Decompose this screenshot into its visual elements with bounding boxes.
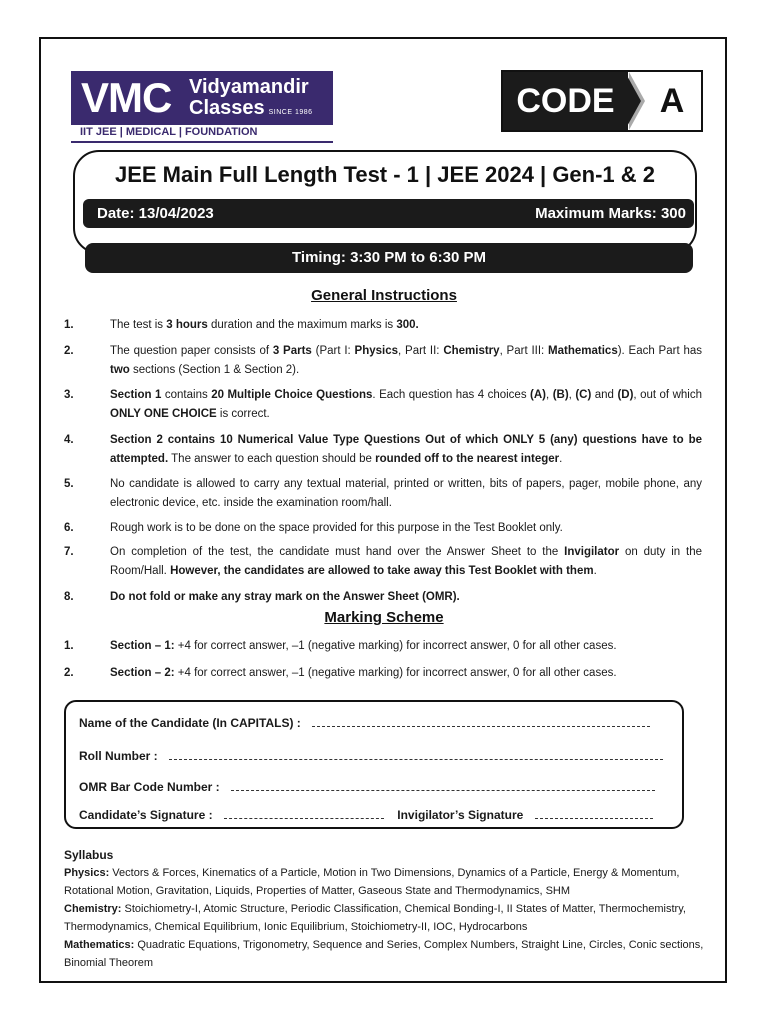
logo-since: SINCE 1986 — [268, 109, 313, 116]
test-title: JEE Main Full Length Test - 1 | JEE 2024 | Gen-1 & 2 — [114, 162, 656, 187]
invigilator-signature-label: Invigilator’s Signature — [397, 808, 524, 822]
signature-row — [79, 808, 653, 822]
syllabus-title: Syllabus — [64, 848, 114, 862]
syllabus-text — [64, 864, 704, 972]
maths-topics: Quadratic Equations, Trigonometry, Sequence and Series, Complex Numbers, Straight Line, Circles, Conic sections, Binomial Theorem — [64, 939, 704, 969]
logo-name — [189, 77, 313, 123]
maths-label: Mathematics: — [64, 939, 135, 951]
general-instructions-heading: General Instructions — [311, 287, 457, 304]
logo-vmc-text: VMC — [81, 74, 172, 121]
omr-row — [79, 780, 655, 794]
date-bar — [83, 199, 694, 228]
chemistry-label: Chemistry: — [64, 903, 122, 915]
candidate-name-field[interactable] — [312, 716, 650, 727]
roll-number-field[interactable] — [169, 749, 663, 760]
omr-barcode-field[interactable] — [231, 780, 655, 791]
candidate-signature-label: Candidate’s Signature : — [79, 808, 213, 822]
vmc-logo — [71, 71, 333, 125]
candidate-name-label: Name of the Candidate (In CAPITALS) : — [79, 716, 301, 730]
logo-name-line1: Vidyamandir — [189, 76, 309, 98]
logo-tagline: IIT JEE | MEDICAL | FOUNDATION — [80, 126, 258, 138]
roll-number-label: Roll Number : — [79, 749, 158, 763]
candidate-signature-field[interactable] — [224, 808, 384, 819]
logo-name-line2: Classes — [189, 97, 265, 119]
physics-label: Physics: — [64, 867, 110, 879]
roll-number-row — [79, 749, 663, 763]
test-date: Date: 13/04/2023 — [97, 205, 214, 222]
code-arrow — [625, 72, 641, 130]
maximum-marks: Maximum Marks: 300 — [535, 205, 686, 222]
physics-topics: Vectors & Forces, Kinematics of a Particle, Motion in Two Dimensions, Dynamics of a Particle, Energy & Momentum, Rotational Motion, Gravitation, Liquids, Properties of Matter, Gaseous State and Thermodynamics, SHM — [64, 867, 680, 897]
invigilator-signature-field[interactable] — [535, 808, 653, 819]
code-label: CODE — [503, 72, 628, 130]
code-value: A — [659, 82, 685, 120]
logo-rule — [71, 141, 333, 143]
omr-barcode-label: OMR Bar Code Number : — [79, 780, 220, 794]
candidate-details-box — [64, 700, 684, 829]
code-box — [501, 70, 703, 132]
marking-scheme-heading: Marking Scheme — [324, 609, 444, 626]
candidate-name-row — [79, 716, 650, 730]
timing-bar: Timing: 3:30 PM to 6:30 PM — [85, 243, 693, 273]
chemistry-topics: Stoichiometry-I, Atomic Structure, Periodic Classification, Chemical Bonding-I, II States of Matter, Thermochemistry, Thermodynamics, Chemical Equilibrium, Ionic Equilibrium, Stoichiometry-II, IOC, Hydrocarbons — [64, 903, 686, 933]
